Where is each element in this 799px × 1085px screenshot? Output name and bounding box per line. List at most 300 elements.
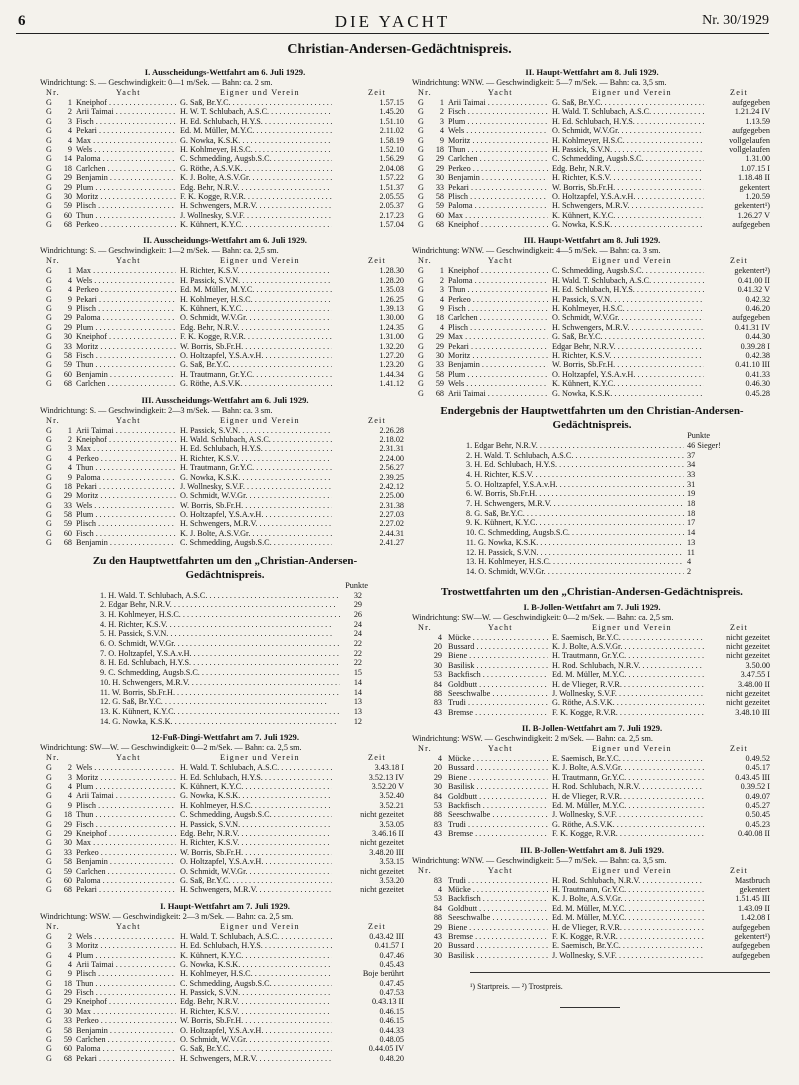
owner-club: G. Nowka, K.S.K. . . . [552, 389, 710, 398]
header-time: Zeit [730, 744, 748, 754]
sail-number: 68 [63, 1053, 72, 1063]
points-title-cont: Gedächtnispreis. [185, 568, 265, 581]
footnote-divider [470, 972, 770, 973]
finish-time: 2.31.31 [332, 444, 404, 453]
race-title: II. Haupt-Wettfahrt am 8. Juli 1929. [525, 67, 659, 77]
points-row [412, 451, 772, 461]
race-title: 12-Fuß-Dingi-Wettfahrt am 7. Juli 1929. [151, 732, 299, 743]
boat-class: G [418, 107, 424, 117]
boat-class: G [46, 519, 52, 529]
finish-time: 0.45.17 [704, 763, 770, 772]
points-name: 3. H. Kohlmeyer, H.S.C. . . . [100, 610, 350, 620]
sail-number: 18 [63, 481, 72, 491]
boat-class: G [46, 444, 52, 454]
boat-class: G [46, 1025, 52, 1035]
finish-time: 1.32.20 [332, 342, 404, 351]
sail-number: 29 [63, 491, 72, 501]
table-row [40, 211, 410, 220]
table-row [40, 848, 410, 857]
yacht-name: Pekari . . . [448, 342, 548, 351]
points-name: 7. O. Holtzapfel, Y.S.A.v.H. . . . [100, 649, 350, 659]
yacht-name: Plum . . . [76, 510, 176, 519]
finish-time: nicht gezeitet [704, 633, 770, 642]
table-row [40, 960, 410, 969]
points-value: 32 [340, 591, 362, 601]
table-row [412, 894, 772, 903]
finish-time: 3.52.13 IV [332, 773, 404, 782]
sail-number: 58 [435, 369, 444, 379]
boat-class: G [46, 828, 52, 838]
table-row [40, 988, 410, 997]
table-row [412, 295, 772, 304]
boat-class: G [418, 285, 424, 295]
column-header [412, 623, 772, 633]
points-row [412, 557, 772, 567]
yacht-name: Thun . . . [76, 211, 176, 220]
yacht-name: Paloma . . . [76, 876, 176, 885]
sail-number: 88 [433, 913, 442, 923]
wind-conditions: Windrichtung: S. — Geschwindigkeit: 0—1 m/Sek. — Bahn: ca. 2 sm. [40, 78, 273, 87]
sail-number: 18 [63, 978, 72, 988]
owner-club: W. Borris, Sb.Fr.H. . . . [180, 342, 338, 351]
table-row [40, 519, 410, 528]
table-row [40, 192, 410, 201]
boat-class: G [418, 369, 424, 379]
finish-time: 0.46.20 [704, 304, 770, 313]
owner-club: E. Saemisch, Br.Y.C. . . . [552, 941, 710, 950]
yacht-name: Arii Taimai . . . [76, 426, 176, 435]
boat-class: G [46, 304, 52, 314]
owner-club: J. Wollnesky, S.V.F. . . . [552, 810, 710, 819]
header-yacht: Yacht [488, 744, 513, 754]
finish-time: 1.31.00 [332, 332, 404, 341]
finish-time: 3.52.20 V [332, 782, 404, 791]
owner-club: K. J. Bolte, A.S.V.Gr. . . . [180, 529, 338, 538]
boat-class: G [46, 313, 52, 323]
table-row [40, 463, 410, 472]
finish-time: 0.44.33 [332, 1026, 404, 1035]
finish-time: 2.44.31 [332, 529, 404, 538]
sail-number: 4 [437, 754, 442, 764]
points-header [412, 432, 772, 441]
yacht-name: Max . . . [76, 444, 176, 453]
points-name: 11. W. Borris, Sb.Fr.H. . . . [100, 688, 350, 698]
sail-number: 60 [63, 1044, 72, 1054]
points-row [40, 668, 410, 678]
yacht-name: Paloma . . . [76, 313, 176, 322]
yacht-name: Plisch . . . [76, 969, 176, 978]
owner-club: J. Wollnesky, S.V.F. . . . [552, 689, 710, 698]
owner-club: H. Ed. Schlubach, H.Y.S. . . . [180, 117, 338, 126]
sail-number: 58 [63, 1025, 72, 1035]
owner-club: G. Saß, Br.Y.C. . . . [180, 98, 338, 107]
header-time: Zeit [730, 865, 748, 875]
table-row [40, 370, 410, 379]
yacht-name: Fisch . . . [448, 304, 548, 313]
finish-time: aufgegeben [704, 126, 770, 135]
table-row [40, 810, 410, 819]
sail-number: 1 [67, 98, 72, 107]
yacht-name: Moritz . . . [76, 342, 176, 351]
table-row [412, 351, 772, 360]
points-name: 9. K. Kühnert, K.Y.C. . . . [466, 518, 698, 528]
table-row [40, 979, 410, 988]
points-name: 14. O. Schmidt, W.V.Gr. . . . [466, 567, 698, 577]
table-row [412, 661, 772, 670]
finish-time: 0.40.08 II [704, 829, 770, 838]
boat-class: G [418, 144, 424, 154]
owner-club: K. Kühnert, K.Y.C. . . . [180, 304, 338, 313]
owner-club: H. Schwengers, M.R.V. . . . [180, 885, 338, 894]
header-nr: Nr. [418, 256, 432, 266]
race-table [40, 67, 410, 229]
owner-club: O. Schmidt, W.V.Gr. . . . [180, 1035, 338, 1044]
table-row [40, 379, 410, 388]
race-table [40, 235, 410, 388]
header-time: Zeit [730, 622, 748, 632]
owner-club: H. Passick, S.V.N. . . . [180, 276, 338, 285]
points-row [412, 548, 772, 558]
header-nr: Nr. [418, 744, 432, 754]
owner-club: K. Kühnert, K.Y.C. . . . [552, 379, 710, 388]
points-name: 11. G. Nowka, K.S.K. . . . [466, 538, 698, 548]
header-time: Zeit [730, 256, 748, 266]
boat-class: G [46, 800, 52, 810]
yacht-name: Max . . . [76, 266, 176, 275]
sail-number: 68 [63, 538, 72, 548]
race-title: I. B-Jollen-Wettfahrt am 7. Juli 1929. [523, 601, 661, 612]
finish-time: 1.51.37 [332, 183, 404, 192]
owner-club: H. Schwengers, M.R.V. . . . [180, 519, 338, 528]
table-row [412, 98, 772, 107]
finish-time: 0.39.52 I [704, 782, 770, 791]
boat-class: G [418, 322, 424, 332]
yacht-name: Carlchen . . . [76, 867, 176, 876]
finish-time: 2.26.28 [332, 426, 404, 435]
owner-club: Ed. M. Müller, M.Y.C. . . . [552, 670, 710, 679]
owner-club: K. Kühnert, K.Y.C. . . . [180, 220, 338, 229]
points-value: 18 [684, 499, 732, 509]
race-title: III. B-Jollen-Wettfahrt am 8. Juli 1929. [520, 844, 664, 855]
header-yacht: Yacht [116, 256, 141, 266]
column-header [40, 922, 410, 932]
sail-number: 9 [67, 294, 72, 304]
table-row [40, 1026, 410, 1035]
yacht-name: Max . . . [448, 332, 548, 341]
finish-time: 1.28.30 [332, 266, 404, 275]
table-row [40, 1054, 410, 1063]
sail-number: 20 [433, 763, 442, 773]
boat-class: G [46, 819, 52, 829]
owner-club: H. Wald. T. Schlubach, A.S.C. . . . [180, 932, 338, 941]
finish-time: 0.42.38 [704, 351, 770, 360]
header-nr: Nr. [418, 865, 432, 875]
owner-club: G. Röthe, A.S.V.K. . . . [180, 379, 338, 388]
finish-time: gekentert²) [704, 266, 770, 275]
owner-club: H. Rod. Schlubach, N.R.V. . . . [552, 661, 710, 670]
points-header [40, 582, 410, 591]
header-time: Zeit [368, 753, 386, 763]
boat-class: G [46, 528, 52, 538]
boat-class: G [418, 173, 424, 183]
yacht-name: Benjamin . . . [76, 173, 176, 182]
finish-time: 0.48.05 [332, 1035, 404, 1044]
finish-time: 3.53.05 [332, 820, 404, 829]
table-row [40, 136, 410, 145]
yacht-name: Moritz . . . [76, 773, 176, 782]
yacht-name: Carlchen . . . [448, 313, 548, 322]
points-name: 5. H. Passick, S.V.N. . . . [100, 629, 350, 639]
finish-time: nicht gezeitet [704, 698, 770, 707]
yacht-name: Goldbutt . . . [448, 680, 548, 689]
sail-number: 9 [67, 472, 72, 482]
table-row [412, 904, 772, 913]
finish-time: 2.17.23 [332, 211, 404, 220]
finish-time: 1.57.04 [332, 220, 404, 229]
owner-club: Edgar Behr, N.R.V. . . . [552, 342, 710, 351]
table-row [412, 773, 772, 782]
yacht-name: Arii Taimai . . . [448, 389, 548, 398]
table-row [412, 211, 772, 220]
sail-number: 33 [63, 1016, 72, 1026]
owner-club: O. Schmidt, W.V.Gr. . . . [180, 313, 338, 322]
yacht-name: Plisch . . . [448, 192, 548, 201]
owner-club: H. de Vlieger, R.V.R. . . . [552, 923, 710, 932]
header-nr: Nr. [46, 415, 60, 425]
points-name: 12. H. Passick, S.V.N. . . . [466, 548, 698, 558]
table-row [40, 1007, 410, 1016]
sail-number: 4 [67, 275, 72, 285]
yacht-name: Trudi . . . [448, 820, 548, 829]
sail-number: 60 [63, 875, 72, 885]
sail-number: 59 [63, 1035, 72, 1045]
sail-number: 1 [439, 98, 444, 107]
yacht-name: Mücke . . . [448, 885, 548, 894]
owner-club: W. Borris, Sb.Fr.H. . . . [552, 183, 710, 192]
yacht-name: Kneiphof . . . [448, 220, 548, 229]
finish-time: 0.47.53 [332, 988, 404, 997]
sail-number: 29 [433, 772, 442, 782]
article-title: Christian-Andersen-Gedächtnispreis. [287, 42, 512, 57]
finish-time: 1.57.22 [332, 173, 404, 182]
boat-class: G [418, 201, 424, 211]
table-row [412, 220, 772, 229]
boat-class: G [46, 453, 52, 463]
points-row [40, 591, 410, 601]
yacht-name: Plisch . . . [76, 801, 176, 810]
table-row [40, 867, 410, 876]
yacht-name: Wels . . . [76, 276, 176, 285]
finish-time: 0.44.05 IV [332, 1044, 404, 1053]
sail-number: 9 [439, 304, 444, 314]
race-title: III. Haupt-Wettfahrt am 8. Juli 1929. [523, 235, 661, 246]
yacht-name: Arii Taimai . . . [76, 960, 176, 969]
sail-number: 4 [67, 782, 72, 792]
yacht-name: Paloma . . . [76, 1044, 176, 1053]
yacht-name: Backfisch . . . [448, 670, 548, 679]
finish-time: 3.53.20 [332, 876, 404, 885]
finish-time: 1.20.59 [704, 192, 770, 201]
table-row [40, 117, 410, 126]
header-owner: Eigner und Verein [220, 88, 300, 97]
owner-club: O. Holtzapfel, Y.S.A.v.H. . . . [552, 370, 710, 379]
table-row [412, 698, 772, 707]
points-value: 33 [684, 470, 732, 480]
yacht-name: Basilisk . . . [448, 661, 548, 670]
owner-club: G. Saß, Br.Y.C. . . . [180, 360, 338, 369]
owner-club: K. Kühnert, K.Y.C. . . . [180, 782, 338, 791]
sail-number: 3 [439, 285, 444, 295]
finish-time: 1.35.03 [332, 285, 404, 294]
boat-class: G [46, 1006, 52, 1016]
points-name: 2. Edgar Behr, N.R.V. . . . [100, 600, 350, 610]
finish-time: 1.18.48 II [704, 173, 770, 182]
yacht-name: Perkeo . . . [448, 295, 548, 304]
finish-time: nicht gezeitet [332, 867, 404, 876]
yacht-name: Kneiphof . . . [76, 997, 176, 1006]
finish-time: 2.27.03 [332, 510, 404, 519]
sail-number: 18 [63, 163, 72, 173]
left-column [40, 67, 410, 1069]
header-yacht: Yacht [116, 753, 141, 763]
boat-class: G [418, 126, 424, 136]
finish-time: 0.43.13 II [332, 997, 404, 1006]
table-row [412, 183, 772, 192]
table-row [412, 164, 772, 173]
table-row [412, 932, 772, 941]
table-row [40, 98, 410, 107]
sail-number: 33 [63, 500, 72, 510]
owner-club: C. Schmedding, Augsb.S.C. . . . [180, 154, 338, 163]
yacht-name: Benjamin . . . [76, 857, 176, 866]
header-yacht: Yacht [488, 865, 513, 875]
finish-time: 3.43.18 I [332, 763, 404, 772]
boat-class: G [46, 425, 52, 435]
owner-club: H. Wald. Schlubach, A.S.C. . . . [180, 435, 338, 444]
points-row [40, 707, 410, 717]
sail-number: 4 [437, 884, 442, 894]
finish-time: 2.04.08 [332, 164, 404, 173]
sail-number: 29 [63, 988, 72, 998]
header-nr: Nr. [46, 256, 60, 266]
boat-class: G [46, 969, 52, 979]
points-row [412, 489, 772, 499]
finish-time: gekentert [704, 183, 770, 192]
yacht-name: Backfisch . . . [448, 801, 548, 810]
finish-time: 1.43.09 II [704, 904, 770, 913]
points-row [40, 658, 410, 668]
sail-number: 29 [433, 922, 442, 932]
sail-number: 3 [67, 772, 72, 782]
points-value: 13 [340, 697, 362, 707]
sail-number: 3 [67, 116, 72, 126]
issue-number: Nr. 30/1929 [702, 13, 769, 28]
table-row [40, 360, 410, 369]
header-owner: Eigner und Verein [220, 415, 300, 425]
finish-time: 1.44.34 [332, 370, 404, 379]
sail-number: 33 [435, 182, 444, 192]
finish-time: 3.48.10 III [704, 708, 770, 717]
sail-number: 29 [63, 997, 72, 1007]
race-title: III. Ausscheidungs-Wettfahrt am 6. Juli 1929. [141, 394, 309, 405]
column-header [40, 88, 410, 98]
finish-time: 0.41.32 V [704, 285, 770, 294]
points-name: 7. H. Schwengers, M.R.V. . . . [466, 499, 698, 509]
table-row [412, 145, 772, 154]
finish-time: 1.51.45 III [704, 894, 770, 903]
yacht-name: Wels . . . [448, 126, 548, 135]
owner-club: H. Kohlmeyer, H.S.C. . . . [180, 145, 338, 154]
table-row [412, 820, 772, 829]
finish-time: gekentert [704, 885, 770, 894]
yacht-name: Benjamin . . . [76, 1026, 176, 1035]
points-row [40, 639, 410, 649]
yacht-name: Perkeo . . . [448, 164, 548, 173]
points-row [412, 470, 772, 480]
wind-conditions: Windrichtung: WNW. — Geschwindigkeit: 5—7 m/Sek. — Bahn: ca. 3,5 sm. [412, 78, 667, 87]
points-name: 4. H. Richter, K.S.V. . . . [466, 470, 698, 480]
points-value: 13 [340, 707, 362, 717]
owner-club: H. Ed. Schlubach, H.Y.S. . . . [180, 773, 338, 782]
owner-club: H. Rod. Schlubach, N.R.V. . . . [552, 782, 710, 791]
race-table [40, 732, 410, 894]
owner-club: H. de Vlieger, R.V.R. . . . [552, 680, 710, 689]
sail-number: 83 [433, 819, 442, 829]
owner-club: H. Kohlmeyer, H.S.C. . . . [552, 304, 710, 313]
yacht-name: Backfisch . . . [448, 894, 548, 903]
finish-time: 0.43.45 III [704, 773, 770, 782]
table-row [40, 1016, 410, 1025]
column-header [40, 416, 410, 426]
table-row [40, 763, 410, 772]
table-row [412, 323, 772, 332]
owner-club: H. Ed. Schlubach, H.Y.S. . . . [552, 117, 710, 126]
owner-club: C. Schmedding, Augsb.S.C. . . . [552, 154, 710, 163]
table-row [40, 183, 410, 192]
header-time: Zeit [730, 88, 748, 97]
sail-number: 3 [67, 444, 72, 454]
sail-number: 9 [67, 969, 72, 979]
table-row [412, 670, 772, 679]
sail-number: 2 [67, 763, 72, 773]
page-number: 6 [18, 13, 26, 29]
sail-number: 29 [435, 341, 444, 351]
owner-club: G. Nowka, K.S.K. . . . [552, 220, 710, 229]
owner-club: H. Schwengers, M.R.V. . . . [552, 323, 710, 332]
table-row [40, 829, 410, 838]
sail-number: 60 [63, 528, 72, 538]
sail-number: 18 [63, 810, 72, 820]
yacht-name: Seeschwalbe . . . [448, 689, 548, 698]
sail-number: 33 [63, 847, 72, 857]
finish-time: 2.25.00 [332, 491, 404, 500]
sail-number: 30 [435, 173, 444, 183]
owner-club: Ed. M. Müller, M.Y.C. . . . [180, 126, 338, 135]
sail-number: 29 [63, 182, 72, 192]
owner-club: H. W. T. Schlubach, A.S.C. . . . [180, 107, 338, 116]
table-row [412, 680, 772, 689]
yacht-name: Carlchen . . . [76, 164, 176, 173]
points-name: 5. O. Holtzapfel, Y.S.A.v.H. . . . [466, 480, 698, 490]
owner-club: O. Holtzapfel, Y.S.A.v.H. . . . [180, 510, 338, 519]
owner-club: O. Schmidt, W.V.Gr. . . . [552, 313, 710, 322]
points-row [40, 688, 410, 698]
boat-class: G [46, 463, 52, 473]
sail-number: 4 [439, 322, 444, 332]
header-owner: Eigner und Verein [592, 88, 672, 97]
owner-club: H. Kohlmeyer, H.S.C. . . . [180, 801, 338, 810]
boat-class: G [418, 304, 424, 314]
